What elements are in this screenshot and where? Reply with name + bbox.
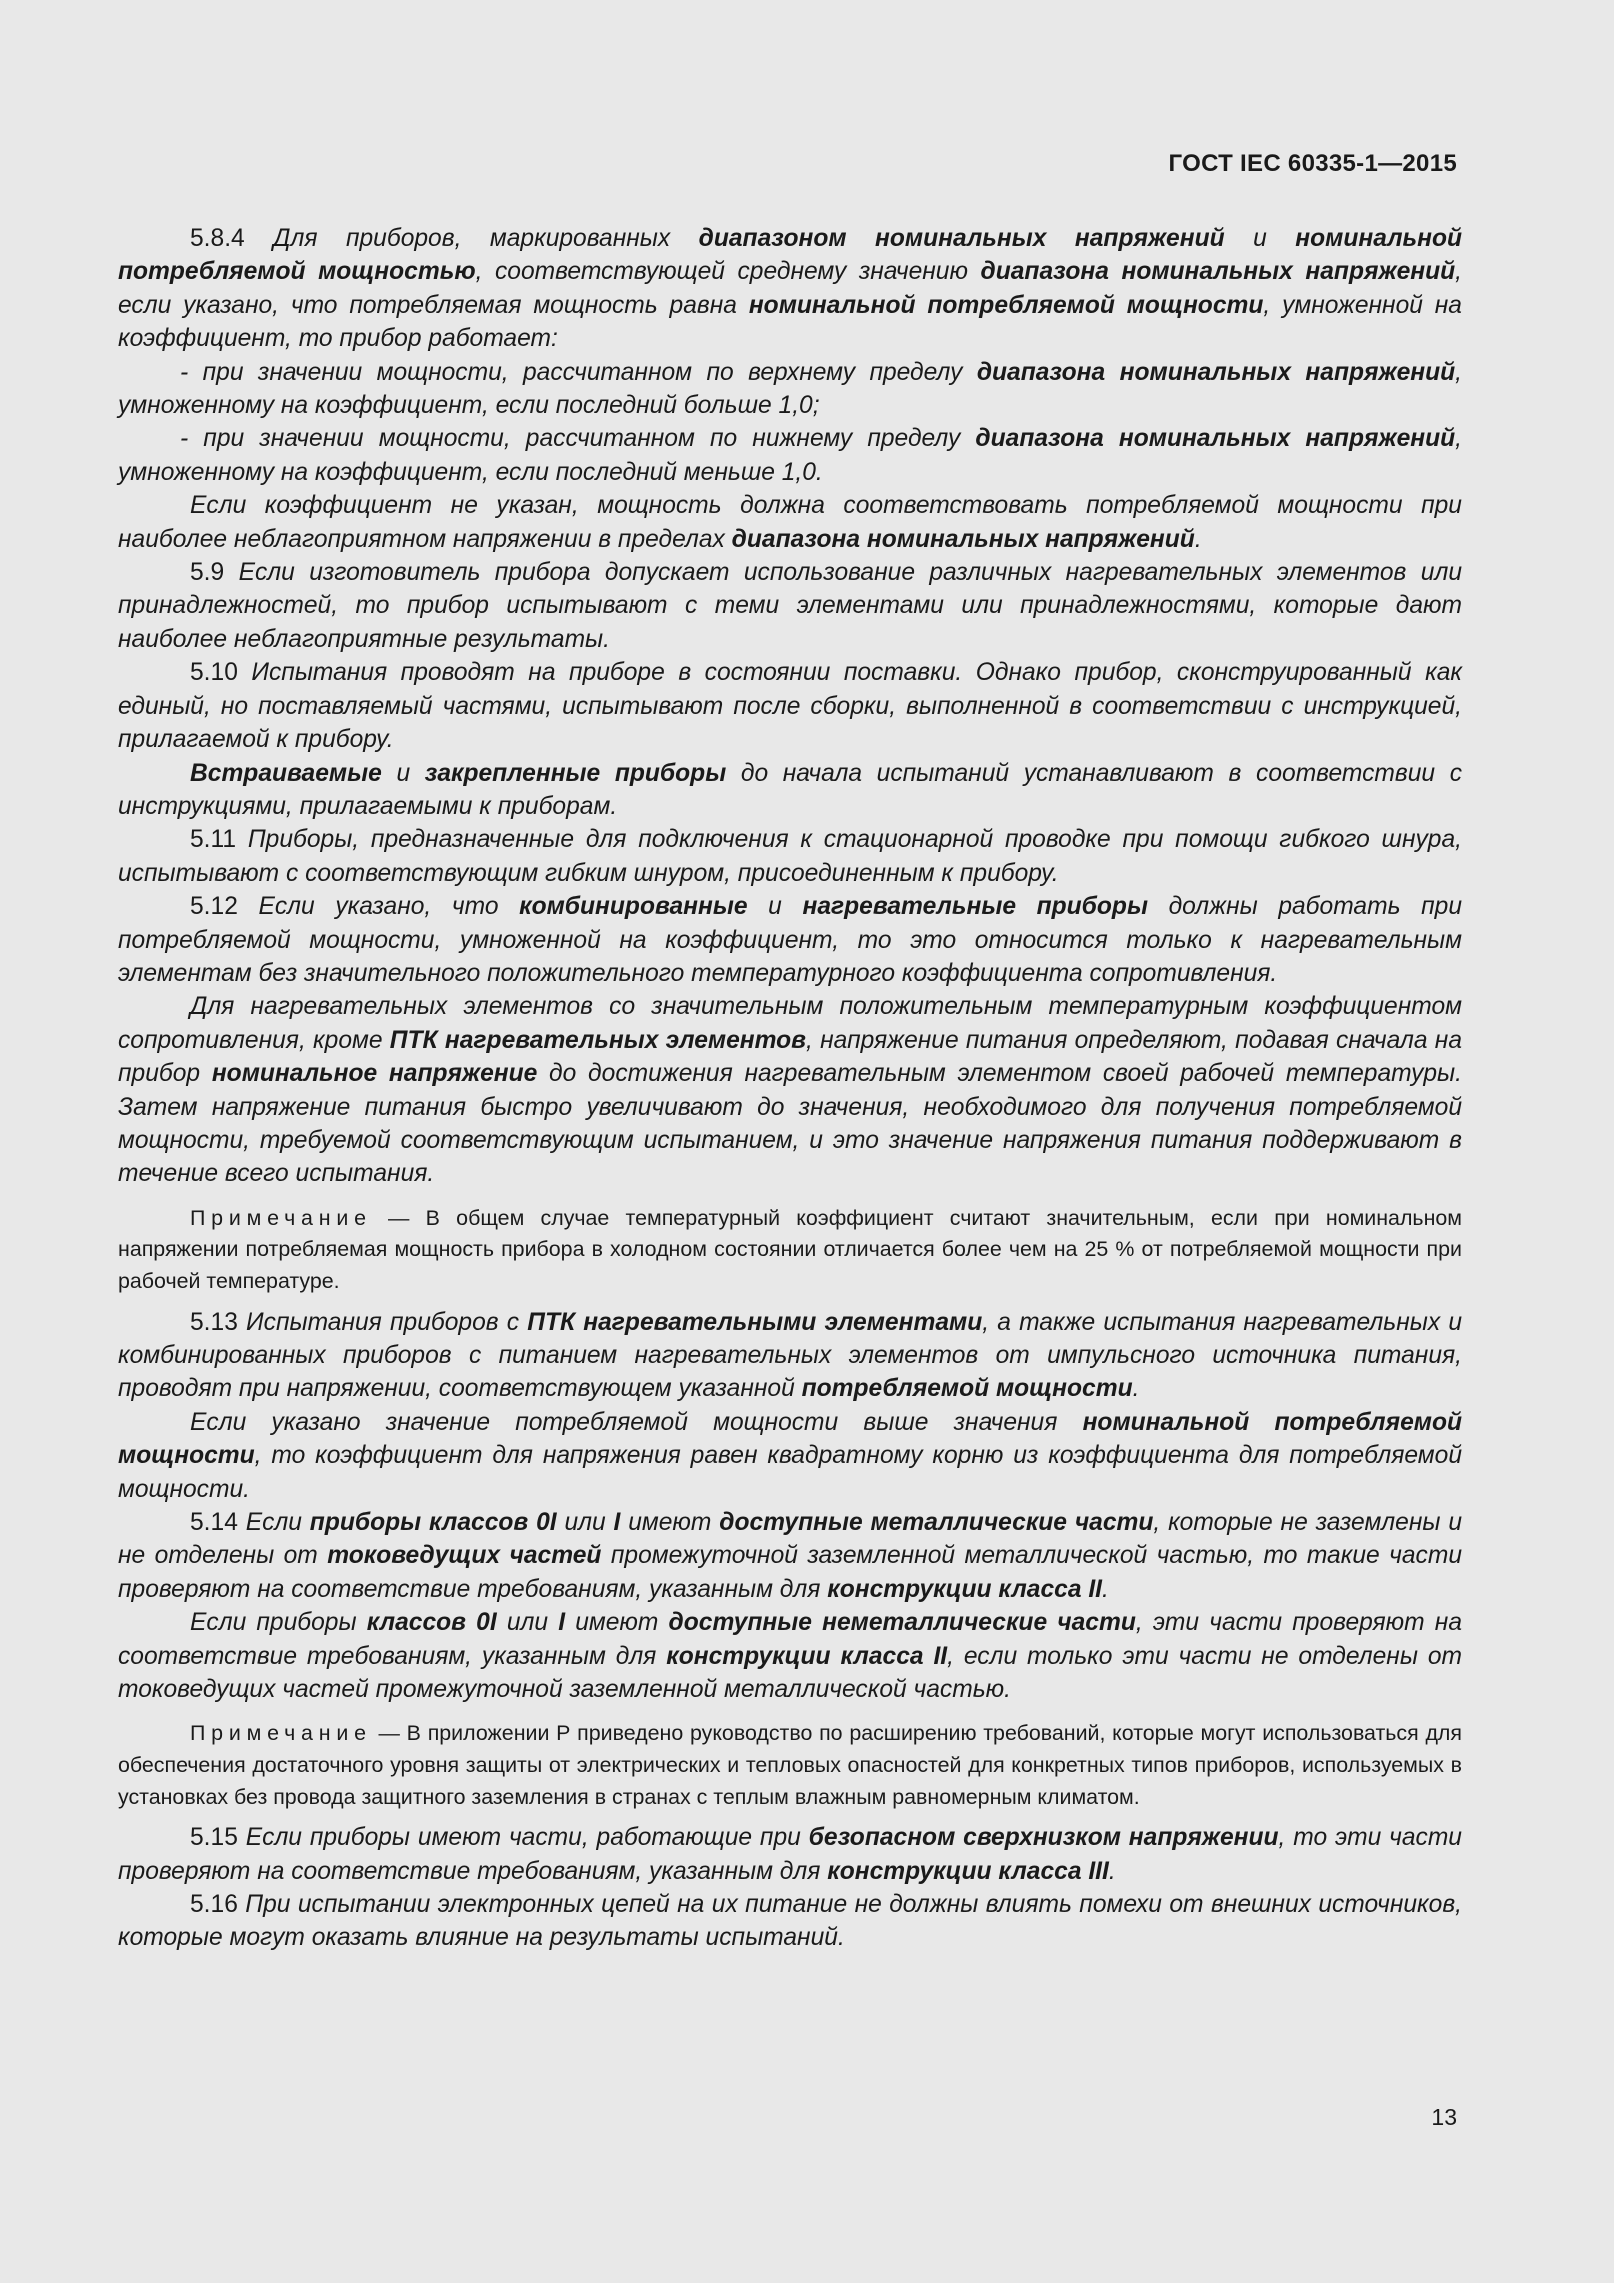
note-label: Примечание: [190, 1205, 372, 1230]
text-run: Если указано значение потребляемой мощности выше значения: [190, 1408, 1083, 1436]
clause-number: 5.10: [190, 659, 238, 687]
text-run: , то эти части проверяют на соответствие требованиям, указанным для: [118, 1824, 1462, 1885]
defined-term: номинальной потребляемой мощностью: [118, 225, 1462, 286]
text-run: промежуточной заземленной металлической частью, то такие части проверяют на соответствие требованиям, указанным для: [118, 1542, 1462, 1603]
text-run: Если указано, что: [237, 893, 520, 921]
text-run: , а также испытания нагревательных и комбинированных приборов с питанием нагревательных элементов от импульсного источника питания, проводят при напряжении, соответствующем указанной: [118, 1308, 1462, 1403]
text-run: до достижения нагревательным элементом своей рабочей температуры. Затем напряжение питания быстро увеличивают до значения, необходимого для получения потребляемой мощности, требуемой соответствующим испытанием, и это значение напряжения питания поддерживают в течение всего испытания.: [118, 1060, 1462, 1188]
text-run: , то коэффициент для напряжения равен квадратному корню из коэффициента для потребляемой мощности.: [118, 1442, 1462, 1503]
text-run: имеют: [620, 1509, 720, 1536]
defined-term: диапазона номинальных напряжений: [976, 358, 1456, 386]
defined-term: Встраиваемые: [190, 759, 382, 787]
text-run: Если: [237, 1509, 310, 1536]
defined-term: ПТК нагревательных элементов: [389, 1026, 807, 1054]
defined-term: диапазоном номинальных напряжений: [698, 225, 1225, 252]
defined-term: конструкции класса II: [666, 1642, 948, 1670]
body-paragraph: [118, 990, 1462, 1190]
note-text: — В приложении Р приведено руководство по расширению требований, которые могут использоваться для обеспечения достаточного уровня защиты от электрических и тепловых опасностей для конкретных типов приборов, используемых в установках без провода защитного заземления в странах с теплым влажным равномерным климатом.: [118, 1721, 1462, 1809]
defined-term: нагревательные приборы: [802, 893, 1148, 921]
clause-number: 5.8.4: [190, 225, 245, 252]
body-paragraph: [118, 1306, 1462, 1406]
defined-term: диапазона номинальных напряжений: [731, 525, 1195, 553]
text-run: , соответствующей среднему значению: [475, 258, 981, 286]
defined-term: безопасном сверхнизком напряжении: [808, 1824, 1279, 1852]
text-run: , умноженной на коэффициент, то прибор работает:: [118, 291, 1462, 353]
text-run: Для приборов, маркированных: [244, 225, 699, 252]
list-item: [118, 356, 1462, 423]
clause-number: 5.15: [190, 1824, 238, 1852]
text-run: .: [1194, 525, 1202, 553]
text-run: Для нагревательных элементов со значительным положительным температурным коэффициентом сопротивления, кроме: [118, 993, 1462, 1054]
text-run: или: [496, 1609, 559, 1637]
clause-number: 5.9: [190, 559, 225, 587]
defined-term: токоведущих частей: [327, 1542, 602, 1570]
text-run: , если указано, что потребляемая мощность равна: [118, 258, 1462, 319]
text-run: , умноженному на коэффициент, если последний меньше 1,0.: [118, 425, 1462, 486]
text-run: .: [1108, 1857, 1116, 1885]
body-paragraph: [118, 890, 1462, 990]
text-run: Если коэффициент не указан, мощность должна соответствовать потребляемой мощности при наиболее неблагоприятном напряжении в пределах: [118, 492, 1462, 553]
defined-term: доступные неметаллические части: [668, 1609, 1136, 1637]
text-run: , которые не заземлены и не отделены от: [118, 1509, 1462, 1570]
text-run: , эти части проверяют на соответствие требованиям, указанным для: [118, 1609, 1462, 1670]
text-run: Испытания проводят на приборе в состоянии поставки. Однако прибор, сконструированный как единый, но поставляемый частями, испытывают после сборки, выполненной в соответствии с инструкцией, прилагаемой к прибору.: [118, 659, 1462, 754]
document-body: [118, 222, 1462, 1955]
paragraph-spacer: [118, 1813, 1462, 1821]
text-run: и: [747, 893, 803, 921]
defined-term: ПТК нагревательными элементами: [527, 1308, 983, 1336]
page-number: 13: [1431, 2104, 1457, 2130]
clause-number: 5.13: [190, 1308, 238, 1336]
clause-number: 5.12: [190, 893, 238, 921]
defined-term: I: [613, 1509, 621, 1536]
text-run: , напряжение питания определяют, подавая сначала на прибор: [118, 1026, 1462, 1088]
defined-term: доступные металлические части: [719, 1509, 1154, 1536]
body-paragraph: [118, 489, 1462, 556]
text-run: Испытания приборов с: [237, 1308, 528, 1336]
text-run: Если приборы имеют части, работающие при: [237, 1824, 809, 1852]
defined-term: конструкции класса II: [827, 1575, 1103, 1603]
note-paragraph: [118, 1203, 1462, 1298]
paragraph-spacer: [118, 1706, 1462, 1718]
body-paragraph: [118, 556, 1462, 656]
text-run: или: [556, 1509, 614, 1536]
defined-term: номинальное напряжение: [211, 1060, 538, 1088]
clause-number: 5.14: [190, 1509, 238, 1536]
text-run: и: [1224, 225, 1296, 252]
note-text: — В общем случае температурный коэффициент считают значительным, если при номинальном напряжении потребляемая мощность прибора в холодном состоянии отличается более чем на 25 % от потребляемой мощности при рабочей температуре.: [118, 1205, 1462, 1293]
text-run: .: [1102, 1575, 1109, 1603]
note-paragraph: [118, 1718, 1462, 1813]
text-run: - при значении мощности, рассчитанном по верхнему пределу: [180, 358, 977, 386]
text-run: до начала испытаний устанавливают в соответствии с инструкциями, прилагаемыми к приборам.: [118, 759, 1463, 820]
paragraph-spacer: [118, 1298, 1462, 1306]
text-run: При испытании электронных цепей на их питание не должны влиять помехи от внешних источников, которые могут оказать влияние на результаты испытаний.: [118, 1891, 1462, 1952]
body-paragraph: [118, 1506, 1462, 1606]
text-run: , умноженному на коэффициент, если последний больше 1,0;: [118, 358, 1462, 420]
text-run: , если только эти части не отделены от токоведущих частей промежуточной заземленной металлической частью.: [118, 1642, 1462, 1704]
defined-term: номинальной потребляемой мощности: [748, 291, 1264, 319]
defined-term: номинальной потребляемой мощности: [118, 1408, 1462, 1470]
defined-term: приборы классов 0I: [309, 1509, 557, 1536]
body-paragraph: [118, 757, 1462, 824]
defined-term: закрепленные приборы: [424, 759, 727, 787]
body-paragraph: [118, 656, 1462, 756]
body-paragraph: [118, 1888, 1462, 1955]
defined-term: диапазона номинальных напряжений: [975, 425, 1456, 453]
body-paragraph: [118, 1606, 1462, 1706]
text-run: и: [381, 759, 425, 787]
text-run: должны работать при потребляемой мощности, умноженной на коэффициент, то это относится только к нагревательным элементам без значительного положительного температурного коэффициента сопротивления.: [118, 893, 1462, 987]
document-header: ГОСТ IEC 60335-1—2015: [1168, 150, 1457, 177]
defined-term: I: [558, 1609, 566, 1637]
defined-term: потребляемой мощности: [801, 1375, 1133, 1403]
body-paragraph: [118, 1406, 1462, 1506]
paragraph-spacer: [118, 1191, 1462, 1203]
text-run: Если изготовитель прибора допускает использование различных нагревательных элементов или принадлежностей, то прибор испытывают с теми элементами или принадлежностями, которые дают наиболее неблагоприятные результаты.: [118, 559, 1462, 653]
defined-term: классов 0I: [366, 1609, 497, 1637]
body-paragraph: [118, 1821, 1462, 1888]
text-run: Если приборы: [190, 1609, 367, 1637]
list-item: [118, 422, 1462, 489]
text-run: Приборы, предназначенные для подключения к стационарной проводке при помощи гибкого шнура, испытывают с соответствующим гибким шнуром, присоединенным к прибору.: [118, 826, 1462, 887]
text-run: имеют: [565, 1609, 669, 1637]
note-label: Примечание: [190, 1721, 372, 1746]
body-paragraph: [118, 222, 1462, 356]
text-run: - при значении мощности, рассчитанном по нижнему пределу: [180, 425, 976, 453]
body-paragraph: [118, 823, 1462, 890]
defined-term: конструкции класса III: [827, 1857, 1109, 1885]
defined-term: комбинированные: [519, 893, 748, 921]
clause-number: 5.11: [190, 826, 237, 854]
text-run: .: [1132, 1375, 1140, 1403]
defined-term: диапазона номинальных напряжений: [980, 258, 1456, 286]
clause-number: 5.16: [190, 1891, 238, 1919]
